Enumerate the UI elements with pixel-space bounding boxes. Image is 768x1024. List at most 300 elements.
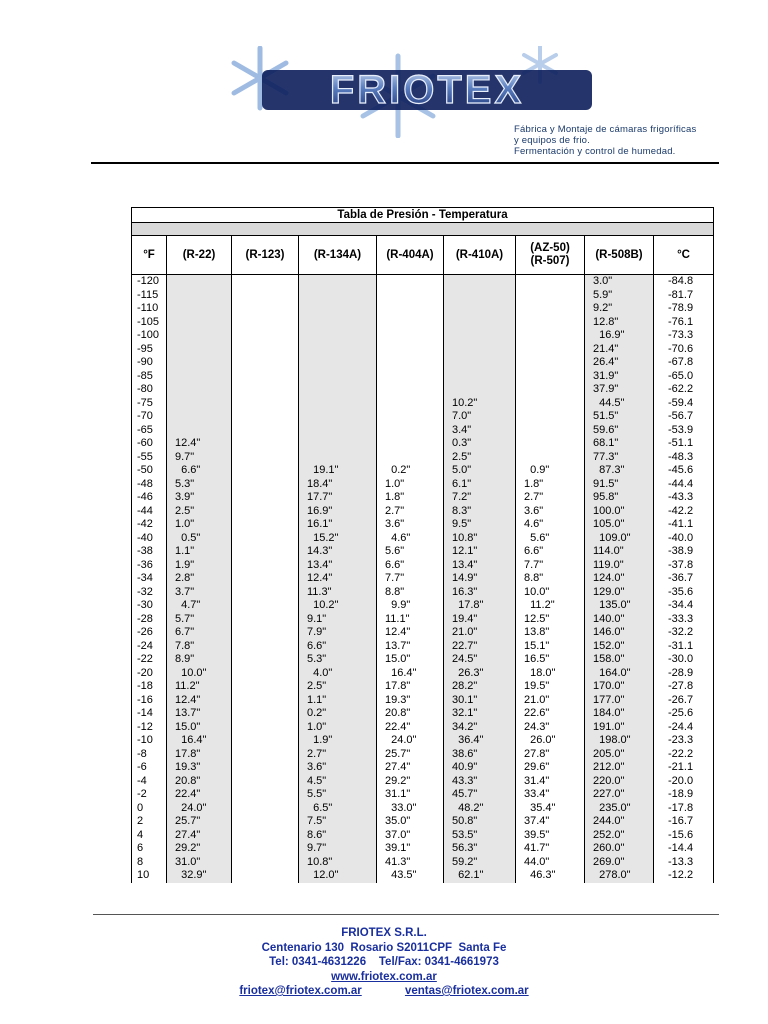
table-value bbox=[299, 343, 376, 357]
table-value bbox=[232, 437, 298, 451]
tagline-line: Fermentación y control de humedad. bbox=[514, 146, 676, 157]
table-value: -30.0 bbox=[668, 653, 694, 665]
table-value: 12.0" bbox=[307, 869, 339, 881]
table-value: -28 bbox=[137, 612, 153, 625]
table-cell-r22 bbox=[167, 748, 232, 816]
table-value: -18 bbox=[137, 680, 153, 692]
table-value bbox=[299, 370, 376, 384]
table-value bbox=[377, 302, 443, 316]
table-value: 4.6" bbox=[524, 518, 544, 530]
table-value bbox=[516, 329, 584, 343]
table-value: 15.2" bbox=[307, 531, 339, 544]
table-value: -6 bbox=[137, 761, 147, 773]
table-value: -48.3 bbox=[668, 450, 694, 463]
table-value: 31.0" bbox=[175, 855, 201, 868]
table-value: -32.2 bbox=[668, 626, 694, 638]
table-value: -24 bbox=[137, 639, 153, 652]
table-cell-c bbox=[654, 275, 714, 343]
table-value bbox=[232, 518, 298, 532]
table-value: 16.4" bbox=[175, 734, 207, 746]
table-value: 37.9" bbox=[593, 383, 619, 395]
table-value: -14 bbox=[137, 707, 153, 719]
table-value: -80 bbox=[137, 383, 153, 395]
table-cell-r508b bbox=[585, 545, 654, 613]
table-value bbox=[516, 275, 584, 289]
table-value bbox=[516, 343, 584, 357]
table-value: 53.5" bbox=[452, 828, 478, 841]
table-cell-r404a bbox=[377, 545, 444, 613]
table-value: -115 bbox=[137, 288, 159, 301]
table-value bbox=[232, 343, 298, 357]
table-value: 12.5" bbox=[524, 612, 550, 625]
table-cell-r404a bbox=[377, 613, 444, 681]
table-value: 191.0" bbox=[593, 720, 625, 733]
table-value: 19.3" bbox=[385, 693, 411, 706]
table-value: 13.4" bbox=[452, 558, 478, 571]
table-value: 16.3" bbox=[452, 585, 478, 598]
header-r508b: (R-508B) bbox=[585, 236, 654, 275]
table-value bbox=[232, 694, 298, 708]
table-value: 170.0" bbox=[593, 680, 625, 692]
table-value: 135.0" bbox=[593, 599, 631, 611]
table-cell-r508b bbox=[585, 815, 654, 883]
table-value: -22 bbox=[137, 653, 153, 665]
table-value: 32.1" bbox=[452, 707, 478, 719]
table-value bbox=[232, 302, 298, 316]
table-value: 0.9" bbox=[524, 464, 550, 476]
table-value: 140.0" bbox=[593, 612, 625, 625]
table-value: 10.8" bbox=[452, 531, 478, 544]
table-value bbox=[444, 383, 515, 397]
table-value: 29.6" bbox=[524, 761, 550, 773]
table-row-group bbox=[132, 478, 714, 546]
table-value bbox=[377, 370, 443, 384]
table-value: 2 bbox=[137, 815, 144, 827]
table-value: 59.2" bbox=[452, 855, 478, 868]
table-value: 38.6" bbox=[452, 747, 478, 760]
table-value bbox=[299, 356, 376, 370]
table-value bbox=[232, 599, 298, 613]
table-value bbox=[516, 437, 584, 451]
table-title: Tabla de Presión - Temperatura bbox=[132, 208, 714, 223]
table-value: 278.0" bbox=[593, 869, 631, 881]
table-cell-f bbox=[132, 410, 167, 478]
table-value: 6.6" bbox=[524, 545, 544, 557]
table-value: -100 bbox=[137, 329, 160, 341]
table-value: 205.0" bbox=[593, 747, 625, 760]
table-value: 5.6" bbox=[385, 545, 405, 557]
tagline-line: Fábrica y Montaje de cámaras frigoríficas bbox=[514, 124, 697, 135]
table-value bbox=[232, 775, 298, 789]
table-value: 8.8" bbox=[524, 572, 544, 584]
table-value bbox=[299, 397, 376, 411]
table-value: 16.9" bbox=[307, 504, 333, 517]
table-value: -36.7 bbox=[668, 572, 694, 584]
table-row-group bbox=[132, 275, 714, 343]
table-value: 26.3" bbox=[452, 666, 484, 679]
table-value: -23.3 bbox=[668, 734, 694, 746]
table-value bbox=[444, 302, 515, 316]
table-value: 22.4" bbox=[385, 720, 411, 733]
table-value: -65 bbox=[137, 423, 153, 436]
table-value: -20 bbox=[137, 666, 153, 679]
table-cell-f bbox=[132, 545, 167, 613]
table-value: -34.4 bbox=[668, 599, 694, 611]
table-value: 0 bbox=[137, 801, 144, 814]
table-value bbox=[232, 788, 298, 802]
table-value bbox=[232, 815, 298, 829]
table-value bbox=[167, 356, 231, 370]
tagline-line: y equipos de frio. bbox=[514, 135, 590, 146]
table-value: 7.2" bbox=[452, 491, 472, 503]
table-row-group bbox=[132, 545, 714, 613]
table-value: 7.7" bbox=[385, 572, 405, 584]
table-cell-c bbox=[654, 815, 714, 883]
footer-website-link[interactable]: www.friotex.com.ar bbox=[331, 970, 437, 983]
table-value: 158.0" bbox=[593, 653, 625, 665]
table-value bbox=[232, 653, 298, 667]
table-value: 1.0" bbox=[385, 477, 405, 490]
table-value: 9.5" bbox=[452, 518, 472, 530]
table-value: 27.4" bbox=[385, 761, 411, 773]
table-value: 8.9" bbox=[175, 653, 195, 665]
table-value: 146.0" bbox=[593, 626, 625, 638]
table-value: 41.7" bbox=[524, 842, 550, 854]
table-value: 22.7" bbox=[452, 639, 478, 652]
table-value: -110 bbox=[137, 302, 159, 314]
table-value bbox=[377, 383, 443, 397]
table-value bbox=[232, 559, 298, 573]
table-value bbox=[232, 356, 298, 370]
table-value: 6.6" bbox=[307, 639, 327, 652]
table-value bbox=[232, 842, 298, 856]
table-value: 7.9" bbox=[307, 626, 327, 638]
table-value bbox=[232, 370, 298, 384]
table-value: 244.0" bbox=[593, 815, 625, 827]
table-value: -40 bbox=[137, 531, 153, 544]
table-value bbox=[167, 302, 231, 316]
table-value bbox=[232, 410, 298, 424]
table-cell-r134a bbox=[299, 545, 377, 613]
table-cell-r507 bbox=[516, 815, 585, 883]
table-value: 10.0" bbox=[524, 585, 550, 598]
table-value bbox=[232, 289, 298, 303]
table-value: -59.4 bbox=[668, 396, 694, 409]
table-value: -44.4 bbox=[668, 477, 694, 490]
table-cell-r508b bbox=[585, 748, 654, 816]
table-value: -38 bbox=[137, 545, 153, 557]
table-value: 12.4" bbox=[175, 693, 201, 706]
table-value bbox=[232, 478, 298, 492]
table-value: 35.4" bbox=[524, 801, 556, 814]
table-value: -81.7 bbox=[668, 288, 694, 301]
table-value: -76.1 bbox=[668, 315, 694, 328]
table-value: -12.2 bbox=[668, 869, 694, 881]
table-cell-r410a bbox=[444, 680, 516, 748]
table-value: 3.6" bbox=[385, 518, 405, 530]
table-value bbox=[299, 289, 376, 303]
table-value: -95 bbox=[137, 342, 153, 355]
table-value: 41.3" bbox=[385, 855, 411, 868]
table-value bbox=[232, 572, 298, 586]
table-value: 3.6" bbox=[307, 761, 327, 773]
table-value bbox=[299, 383, 376, 397]
table-cell-r410a bbox=[444, 748, 516, 816]
table-value: 7.0" bbox=[452, 410, 472, 422]
table-value: 24.3" bbox=[524, 720, 550, 733]
table-value bbox=[516, 383, 584, 397]
table-cell-r22 bbox=[167, 478, 232, 546]
header-fahrenheit: °F bbox=[132, 236, 167, 275]
table-value bbox=[444, 275, 515, 289]
table-value: 40.9" bbox=[452, 761, 478, 773]
table-value: 1.8" bbox=[385, 491, 405, 503]
table-value: 28.2" bbox=[452, 680, 478, 692]
table-value: 100.0" bbox=[593, 504, 625, 517]
table-value: 31.4" bbox=[524, 774, 550, 787]
table-value: 4.0" bbox=[307, 666, 333, 679]
table-value: -26 bbox=[137, 626, 153, 638]
table-value bbox=[516, 424, 584, 438]
table-body bbox=[132, 275, 714, 883]
table-value: 0.2" bbox=[385, 464, 411, 476]
table-value bbox=[232, 856, 298, 870]
table-value: 1.0" bbox=[307, 720, 327, 733]
table-value: 51.5" bbox=[593, 410, 619, 422]
table-cell-r22 bbox=[167, 343, 232, 411]
table-value: 12.4" bbox=[175, 437, 201, 449]
table-cell-r410a bbox=[444, 410, 516, 478]
table-value: 44.0" bbox=[524, 855, 550, 868]
table-value bbox=[516, 302, 584, 316]
table-value: -17.8 bbox=[668, 801, 694, 814]
table-value: 2.7" bbox=[524, 491, 544, 503]
table-value: 3.7" bbox=[175, 585, 195, 598]
table-value bbox=[232, 491, 298, 505]
table-cell-r134a bbox=[299, 680, 377, 748]
table-value: 22.6" bbox=[524, 707, 550, 719]
pressure-temperature-table bbox=[131, 207, 714, 883]
table-value: 20.8" bbox=[385, 707, 411, 719]
table-cell-r404a bbox=[377, 478, 444, 546]
header-r134a: (R-134A) bbox=[299, 236, 377, 275]
table-value: -70 bbox=[137, 410, 153, 422]
table-value: 26.4" bbox=[593, 356, 619, 368]
table-value: 212.0" bbox=[593, 761, 625, 773]
table-value: -53.9 bbox=[668, 423, 694, 436]
table-value: -36 bbox=[137, 558, 153, 571]
table-value bbox=[232, 451, 298, 465]
table-value bbox=[232, 707, 298, 721]
footer bbox=[0, 926, 768, 999]
table-value: 45.7" bbox=[452, 788, 478, 800]
table-value: 37.0" bbox=[385, 828, 411, 841]
table-value bbox=[167, 275, 231, 289]
table-cell-r508b bbox=[585, 680, 654, 748]
table-value: 164.0" bbox=[593, 666, 631, 679]
table-value: 2.8" bbox=[175, 572, 195, 584]
table-value: 11.2" bbox=[175, 680, 200, 692]
table-value: 24.0" bbox=[385, 734, 417, 746]
table-value bbox=[299, 437, 376, 451]
table-cell-r410a bbox=[444, 275, 516, 343]
table-row-group bbox=[132, 815, 714, 883]
table-value: 7.7" bbox=[524, 558, 544, 571]
table-value: -21.1 bbox=[668, 761, 694, 773]
table-value: 13.4" bbox=[307, 558, 333, 571]
table-value: 19.3" bbox=[175, 761, 201, 773]
table-value: 17.8" bbox=[175, 747, 201, 760]
table-value: 6 bbox=[137, 842, 144, 854]
table-value: 269.0" bbox=[593, 855, 625, 868]
table-value: 5.0" bbox=[452, 464, 472, 476]
table-value bbox=[232, 734, 298, 748]
table-value: 91.5" bbox=[593, 477, 619, 490]
table-value bbox=[377, 329, 443, 343]
table-value: 9.1" bbox=[307, 612, 327, 625]
table-value: 6.5" bbox=[307, 801, 333, 814]
table-cell-c bbox=[654, 478, 714, 546]
table-value: -44 bbox=[137, 504, 153, 517]
table-value: 31.1" bbox=[385, 788, 411, 800]
table-value: 50.8" bbox=[452, 815, 478, 827]
table-value: 10.2" bbox=[452, 396, 478, 409]
table-value bbox=[377, 289, 443, 303]
table-value bbox=[516, 370, 584, 384]
table-value: -27.8 bbox=[668, 680, 694, 692]
table-cell-r508b bbox=[585, 478, 654, 546]
table-title-band bbox=[132, 223, 714, 236]
table-value: -14.4 bbox=[668, 842, 694, 854]
table-value: 17.8" bbox=[385, 680, 411, 692]
table-value: 6.1" bbox=[452, 477, 472, 490]
footer-email-friotex-link[interactable]: friotex@friotex.com.ar bbox=[239, 985, 362, 997]
table-value bbox=[377, 424, 443, 438]
table-value: -90 bbox=[137, 356, 153, 368]
table-cell-c bbox=[654, 613, 714, 681]
table-value: 9.9" bbox=[385, 599, 411, 611]
table-value: 18.0" bbox=[524, 666, 556, 679]
table-cell-f bbox=[132, 275, 167, 343]
table-value bbox=[516, 397, 584, 411]
table-value: 4.7" bbox=[175, 599, 201, 611]
table-value: 12.1" bbox=[452, 545, 478, 557]
table-value: 32.9" bbox=[175, 869, 207, 881]
table-value bbox=[232, 680, 298, 694]
table-cell-f bbox=[132, 680, 167, 748]
table-value bbox=[444, 316, 515, 330]
table-value: 6.6" bbox=[385, 558, 405, 571]
table-value: 20.8" bbox=[175, 774, 201, 787]
table-value bbox=[516, 451, 584, 465]
table-value: 177.0" bbox=[593, 693, 625, 706]
table-value: 109.0" bbox=[593, 531, 631, 544]
table-value bbox=[232, 505, 298, 519]
table-value bbox=[232, 316, 298, 330]
table-value: 184.0" bbox=[593, 707, 625, 719]
table-value bbox=[377, 275, 443, 289]
table-value: 16.9" bbox=[593, 329, 625, 341]
table-value: -25.6 bbox=[668, 707, 694, 719]
table-value: 87.3" bbox=[593, 464, 625, 476]
table-cell-f bbox=[132, 748, 167, 816]
table-value: -42 bbox=[137, 518, 153, 530]
table-value: -40.0 bbox=[668, 531, 694, 544]
table-value: -4 bbox=[137, 774, 147, 787]
table-value: 25.7" bbox=[385, 747, 411, 760]
table-cell-f bbox=[132, 815, 167, 883]
table-value: -28.9 bbox=[668, 666, 694, 679]
table-value bbox=[167, 383, 231, 397]
footer-email-ventas-link[interactable]: ventas@friotex.com.ar bbox=[404, 985, 529, 997]
table-value: 5.6" bbox=[524, 531, 550, 544]
table-value: 95.8" bbox=[593, 491, 619, 503]
table-value: -46 bbox=[137, 491, 153, 503]
table-value: 0.5" bbox=[175, 531, 201, 544]
table-value: 2.7" bbox=[307, 747, 327, 760]
table-cell-r508b bbox=[585, 275, 654, 343]
table-value bbox=[444, 343, 515, 357]
table-value: 18.4" bbox=[307, 477, 333, 490]
table-value: -55 bbox=[137, 450, 153, 463]
table-value: 5.7" bbox=[175, 612, 195, 625]
table-value: 1.1" bbox=[307, 693, 327, 706]
table-value: -78.9 bbox=[668, 302, 694, 314]
table-value: 48.2" bbox=[452, 801, 484, 814]
table-row-group bbox=[132, 680, 714, 748]
table-value: 8.8" bbox=[385, 585, 405, 598]
table-value: 0.2" bbox=[307, 707, 327, 719]
table-cell-c bbox=[654, 680, 714, 748]
table-value: 30.1" bbox=[452, 693, 478, 706]
table-value: 220.0" bbox=[593, 774, 625, 787]
table-value bbox=[232, 721, 298, 735]
table-cell-r410a bbox=[444, 478, 516, 546]
table-cell-r404a bbox=[377, 275, 444, 343]
table-value: 21.4" bbox=[593, 342, 619, 355]
table-cell-r123 bbox=[232, 680, 299, 748]
table-cell-f bbox=[132, 613, 167, 681]
table-value: 22.4" bbox=[175, 788, 201, 800]
company-tagline bbox=[514, 124, 696, 157]
table-value: 12.4" bbox=[307, 572, 333, 584]
table-value bbox=[232, 329, 298, 343]
table-value: 56.3" bbox=[452, 842, 478, 854]
table-cell-r134a bbox=[299, 478, 377, 546]
table-value: 19.5" bbox=[524, 680, 550, 692]
table-cell-c bbox=[654, 748, 714, 816]
table-value: 9.7" bbox=[307, 842, 327, 854]
table-value: 119.0" bbox=[593, 558, 624, 571]
table-cell-r404a bbox=[377, 410, 444, 478]
table-value bbox=[232, 545, 298, 559]
table-value bbox=[232, 667, 298, 681]
footer-divider bbox=[93, 914, 719, 915]
table-value: 1.9" bbox=[307, 734, 333, 746]
table-value: 39.5" bbox=[524, 828, 550, 841]
table-value: -30 bbox=[137, 599, 153, 611]
table-value: -37.8 bbox=[668, 558, 694, 571]
table-cell-r410a bbox=[444, 545, 516, 613]
table-value bbox=[232, 613, 298, 627]
header-celsius: °C bbox=[654, 236, 714, 275]
table-value bbox=[377, 356, 443, 370]
table-value: 29.2" bbox=[385, 774, 411, 787]
table-value: 24.5" bbox=[452, 653, 478, 665]
table-value bbox=[299, 451, 376, 465]
table-cell-r507 bbox=[516, 680, 585, 748]
table-value bbox=[232, 869, 298, 883]
